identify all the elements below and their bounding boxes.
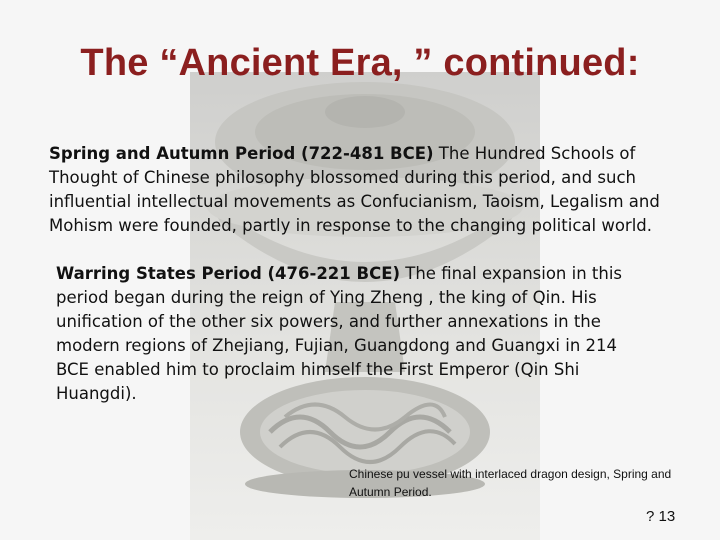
- image-caption: Chinese pu vessel with interlaced dragon design, Spring and Autumn Period.: [349, 467, 672, 499]
- paragraph-warring-states: [56, 262, 646, 406]
- paragraph-heading: Spring and Autumn Period (722-481 BCE): [49, 144, 434, 163]
- paragraph-body: The Hundred Schools of Thought of Chinese philosophy blossomed during this period, and such influential intellectual movements as Confucianism, Taoism, Legalism and Mohism were founded, partly in response to the changing political world.: [49, 144, 660, 235]
- paragraph-heading: Warring States Period (476-221 BCE): [56, 264, 401, 283]
- paragraph-spring-autumn: [49, 142, 689, 238]
- page-number: ? 13: [646, 508, 676, 525]
- slide-title: The “Ancient Era, ” continued:: [80, 42, 640, 84]
- paragraph-body: The final expansion in this period began during the reign of Ying Zheng , the king of Qin. His unification of the other six powers, and further annexations in the modern regions of Zhejiang, Fujian, Guangdong and Guangxi in 214 BCE enabled him to proclaim himself the First Emperor (Qin Shi Huangdi).: [56, 264, 623, 403]
